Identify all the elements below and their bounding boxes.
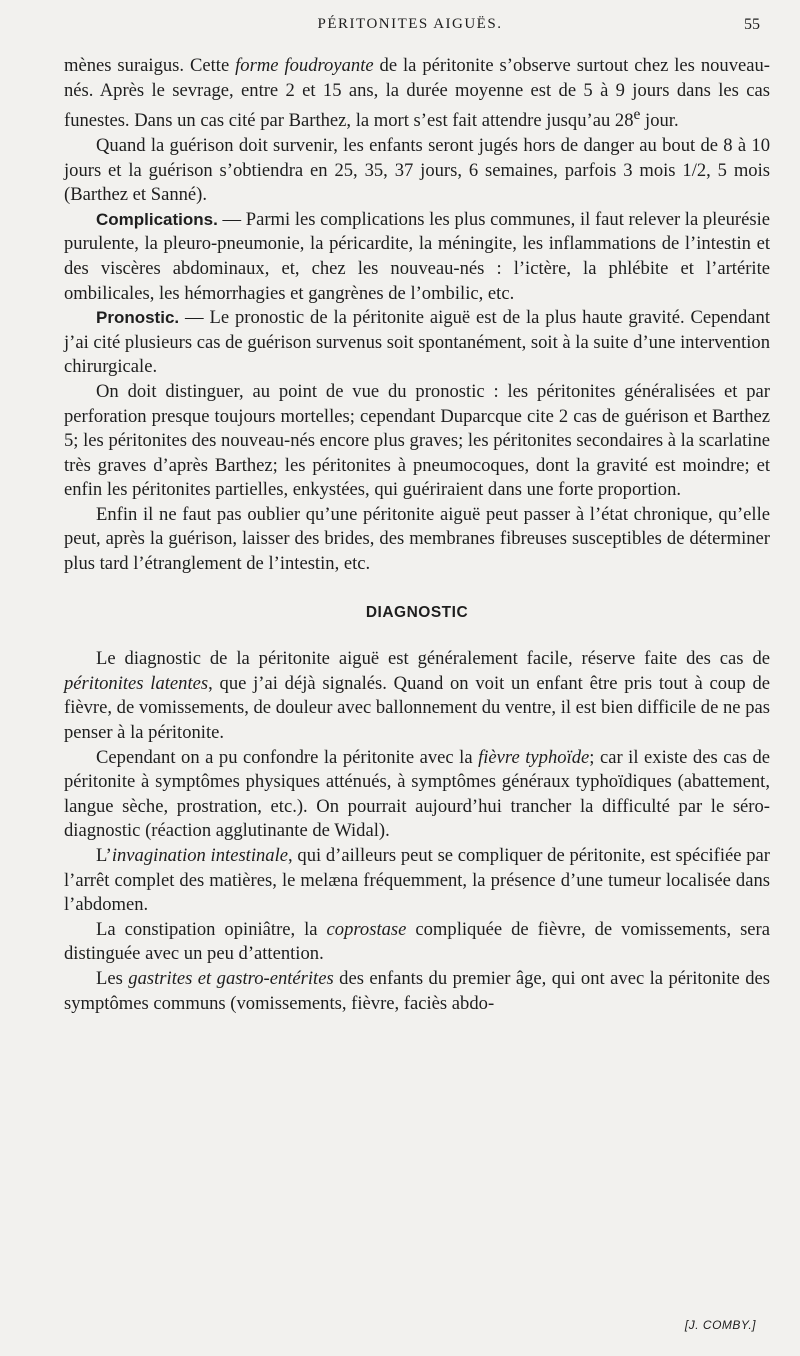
run-in-heading: Complications. — [96, 209, 218, 229]
text-run: compliquée de fièvre, de vomissements, sera distinguée avec un peu d’attention. — [64, 918, 770, 965]
paragraph-invagination — [64, 844, 770, 918]
text-run: La constipation opiniâtre, la — [96, 918, 327, 940]
text-run: L’ — [96, 845, 112, 866]
body-text — [64, 54, 770, 1016]
text-run: Les — [96, 967, 129, 989]
paragraph-prognosis — [64, 306, 770, 380]
printer-mark: [J. COMBY.] — [684, 1318, 756, 1332]
paragraph-diagnosis — [64, 647, 770, 745]
paragraph-complications — [64, 208, 770, 306]
italic-term: gastrites et gastro-entérites — [128, 967, 334, 989]
paragraph-chronic: Enfin il ne faut pas oublier qu’une péritonite aiguë peut passer à l’état chronique, qu’elle peut, après la guérison, laisser des brides, des membranes fibreuses susceptibles de déterminer plus tard l’étranglement de l’intestin, etc. — [64, 503, 770, 575]
text-run: , qui d’ailleurs peut se compliquer de péritonite, est spécifiée par l’arrêt complet des matières, le melæna fréquemment, la présence d’une tumeur localisée dans l’abdomen. — [64, 845, 770, 916]
running-head — [60, 16, 760, 40]
italic-term: forme foudroyante — [235, 55, 374, 76]
text-run: de la péritonite s’observe surtout chez les nouveau-nés. Après le sevrage, entre 2 et 15 ans, la durée moyenne est de 5 à 9 jours dans les cas funestes. Dans un cas cité par Barthez, la mort s’est fait attendre jusqu’au 28 — [64, 55, 770, 132]
italic-term: fièvre typhoïde — [478, 746, 590, 768]
paragraph-prognosis-distinctions: On doit distinguer, au point de vue du pronostic : les péritonites généralisées et par perforation presque toujours mortelles; cependant Duparcque cite 2 cas de guérison et Barthez 5; les péritonites des nouveau-nés encore plus graves; les péritonites secondaires à la scarlatine très graves d’après Barthez; les péritonites à pneumocoques, dont la gravité est moindre; et enfin les péritonites partielles, enkystées, qui guériraient dans une forte proportion. — [64, 380, 770, 501]
text-run: jour. — [640, 110, 679, 132]
section-title: DIAGNOSTIC — [365, 603, 469, 621]
run-in-heading: Pronostic. — [96, 308, 180, 328]
text-run: — Parmi les complications les plus communes, il faut relever la pleurésie purulente, la pleuro-pneumonie, la péricardite, la méningite, les inflammations de l’intestin et des viscères abdominaux, et, chez les nouveau-nés : l’ictère, la phlébite et l’artérite ombilicales, les hémorrhagies et gangrènes de l’ombilic, etc. — [64, 208, 770, 304]
text-run: Cependant on a pu confondre la péritonite avec la — [96, 746, 479, 768]
text-run: des enfants du premier âge, qui ont avec la péritonite des symptômes communs (vomissements, fièvre, faciès abdo- — [64, 967, 770, 1014]
paragraph-gastritis — [64, 967, 770, 1016]
superscript: e — [633, 106, 641, 124]
italic-term: invagination intestinale — [111, 845, 289, 866]
paragraph-continuation — [64, 54, 770, 134]
paragraph-typhoid — [64, 746, 770, 844]
italic-term: coprostase — [326, 918, 407, 940]
text-run: ; car il existe des cas de péritonite à symptômes physiques atténués, à symptômes généraux typhoïdiques (abattement, langue sèche, prostration, etc.). On pourrait aujourd’hui trancher la difficulté par le séro-diagnostic (réaction agglutinante de Widal). — [64, 746, 770, 842]
text-run: — Le pronostic de la péritonite aiguë est de la plus haute gravité. Cependant j’ai cité plusieurs cas de guérison survenus soit spontanément, soit à la suite d’une intervention chirurgicale. — [64, 307, 770, 378]
text-run: Le diagnostic de la péritonite aiguë est généralement facile, réserve faite des cas de — [96, 648, 770, 670]
paragraph-coprostase — [64, 918, 770, 967]
running-title: PÉRITONITES AIGUËS. — [317, 16, 503, 32]
paragraph-recovery: Quand la guérison doit survenir, les enfants seront jugés hors de danger au bout de 8 à 10 jours et la guérison s’obtiendra en 25, 35, 37 jours, 6 semaines, parfois 3 mois 1/2, 5 mois (Barthez et Sanné). — [64, 134, 770, 206]
italic-term: péritonites latentes — [64, 672, 209, 694]
text-run: mènes suraigus. Cette — [64, 55, 236, 76]
text-run: , que j’ai déjà signalés. Quand on voit un enfant être pris tout à coup de fièvre, de vomissements, de douleur avec ballonnement du ventre, il est bien difficile de ne pas penser à la péritonite. — [64, 672, 770, 744]
page-number: 55 — [744, 16, 760, 33]
